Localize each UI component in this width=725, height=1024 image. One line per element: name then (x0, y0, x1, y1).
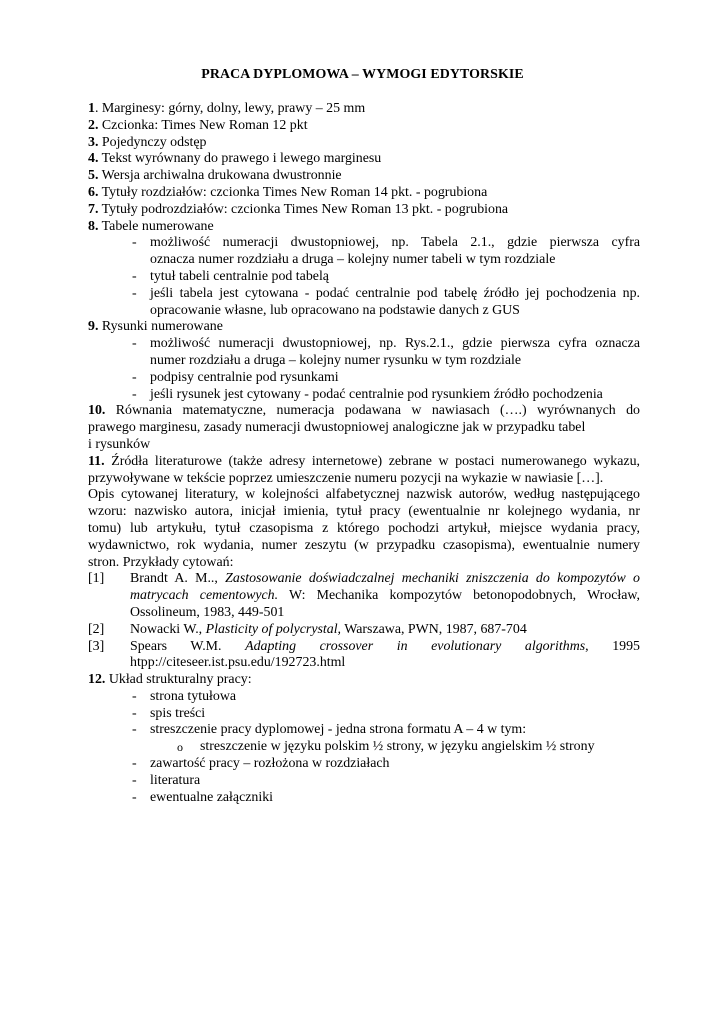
dash-marker: - (132, 336, 137, 352)
item-12-bullet-6: - ewentualne załączniki (132, 789, 274, 805)
item-12-bullet-5: - literatura (132, 772, 201, 788)
reference-number: [2] (88, 621, 105, 637)
dash-marker: - (132, 235, 137, 251)
reference-2: [2] Nowacki W., Plasticity of polycrystal, Warszawa, PWN, 1987, 687-704 (88, 621, 527, 637)
item-4: 4. Tekst wyrównany do prawego i lewego marginesu (88, 151, 382, 167)
item-9-bullet-2: - podpisy centralnie pod rysunkami (132, 369, 339, 385)
item-9: 9. Rysunki numerowane (88, 319, 223, 335)
reference-3: [3] Spears W.M. Adapting crossover in evolutionary algorithms, 1995 htpp://citeseer.ist.psu.edu/192723.html (88, 638, 640, 671)
reference-number: [1] (88, 571, 105, 587)
reference-1: [1] Brandt A. M.., Zastosowanie doświadczalnej mechaniki zniszczenia do kompozytów o matrycach cementowych. W: Mechanika kompozytów betonopodobnych, Wrocław, Ossolineum, 1983, 449-501 (88, 571, 640, 620)
item-2: 2. Czcionka: Times New Roman 12 pkt (88, 117, 308, 133)
item-8-bullet-3: - jeśli tabela jest cytowana - podać centralnie pod tabelę źródło jej pochodzenia np. opracowanie własne, lub opracowano na podstawie danych z GUS (132, 285, 640, 318)
dash-marker: - (132, 268, 137, 284)
circle-bullet-icon: o (177, 740, 183, 755)
item-1: 1. Marginesy: górny, dolny, lewy, prawy – 25 mm (88, 101, 366, 116)
item-12: 12. Układ strukturalny pracy: (88, 672, 252, 688)
dash-marker: - (132, 688, 137, 704)
item-12-bullet-2: - spis treści (132, 705, 206, 721)
item-3: 3. Pojedynczy odstęp (88, 134, 207, 150)
dash-marker: - (132, 705, 137, 721)
dash-marker: - (132, 285, 137, 301)
item-8-bullet-1: - możliwość numeracji dwustopniowej, np. Tabela 2.1., gdzie pierwsza cyfra oznacza numer rozdziału a druga – kolejny numer tabeli w tym rozdziale (132, 235, 640, 268)
item-11: 11. Źródła literaturowe (także adresy internetowe) zebrane w postaci numerowanego wykazu, przywoływane w tekście poprzez umieszczenie numeru pozycji na wykazie w nawiasie […]. Opis cytowanej literatury, w kolejności alfabetycznej nazwisk autorów, według następującego wzoru: nazwisko autora, inicjał imienia, tytuł pracy (ewentualnie nr kolejnego wydania, nr tomu) lub artykułu, tytuł czasopisma z którego pochodzi artykuł, miejsce wydania pracy, wydawnictwo, rok wydania, numer zeszytu (w przypadku czasopisma), ewentualnie numery stron. Przykłady cytowań: (88, 453, 640, 570)
item-7: 7. Tytuły podrozdziałów: czcionka Times New Roman 13 pkt. - pogrubiona (88, 201, 509, 217)
dash-marker: - (132, 772, 137, 788)
item-6: 6. Tytuły rozdziałów: czcionka Times New Roman 14 pkt. - pogrubiona (88, 184, 488, 200)
dash-marker: - (132, 386, 137, 402)
item-10: 10. Równania matematyczne, numeracja podawana w nawiasach (….) wyrównanych do prawego marginesu, zasady numeracji dwustopniowej analogiczne jak w przypadku tabel i rysunków (88, 403, 640, 452)
item-5: 5. Wersja archiwalna drukowana dwustronnie (88, 168, 342, 184)
item-9-bullet-3: - jeśli rysunek jest cytowany - podać centralnie pod rysunkiem źródło pochodzenia (132, 386, 603, 402)
dash-marker: - (132, 756, 137, 772)
reference-number: [3] (88, 638, 105, 654)
document-title: PRACA DYPLOMOWA – WYMOGI EDYTORSKIE (201, 67, 524, 82)
item-12-bullet-4: - zawartość pracy – rozłożona w rozdziałach (132, 756, 390, 772)
item-12-bullet-1: - strona tytułowa (132, 688, 237, 704)
dash-marker: - (132, 369, 137, 385)
item-9-bullet-1: - możliwość numeracji dwustopniowej, np. Rys.2.1., gdzie pierwsza cyfra oznacza numer rozdziału a druga – kolejny numer rysunku w tym rozdziale (132, 336, 640, 368)
dash-marker: - (132, 722, 137, 738)
item-8: 8. Tabele numerowane (88, 218, 214, 234)
dash-marker: - (132, 789, 137, 805)
item-12-bullet-3: - streszczenie pracy dyplomowej - jedna strona formatu A – 4 w tym: (132, 722, 527, 738)
item-8-bullet-2: - tytuł tabeli centralnie pod tabelą (132, 268, 329, 284)
item-12-sub-bullet: o streszczenie w języku polskim ½ strony, w języku angielskim ½ strony (177, 739, 595, 755)
document-body (88, 101, 640, 806)
